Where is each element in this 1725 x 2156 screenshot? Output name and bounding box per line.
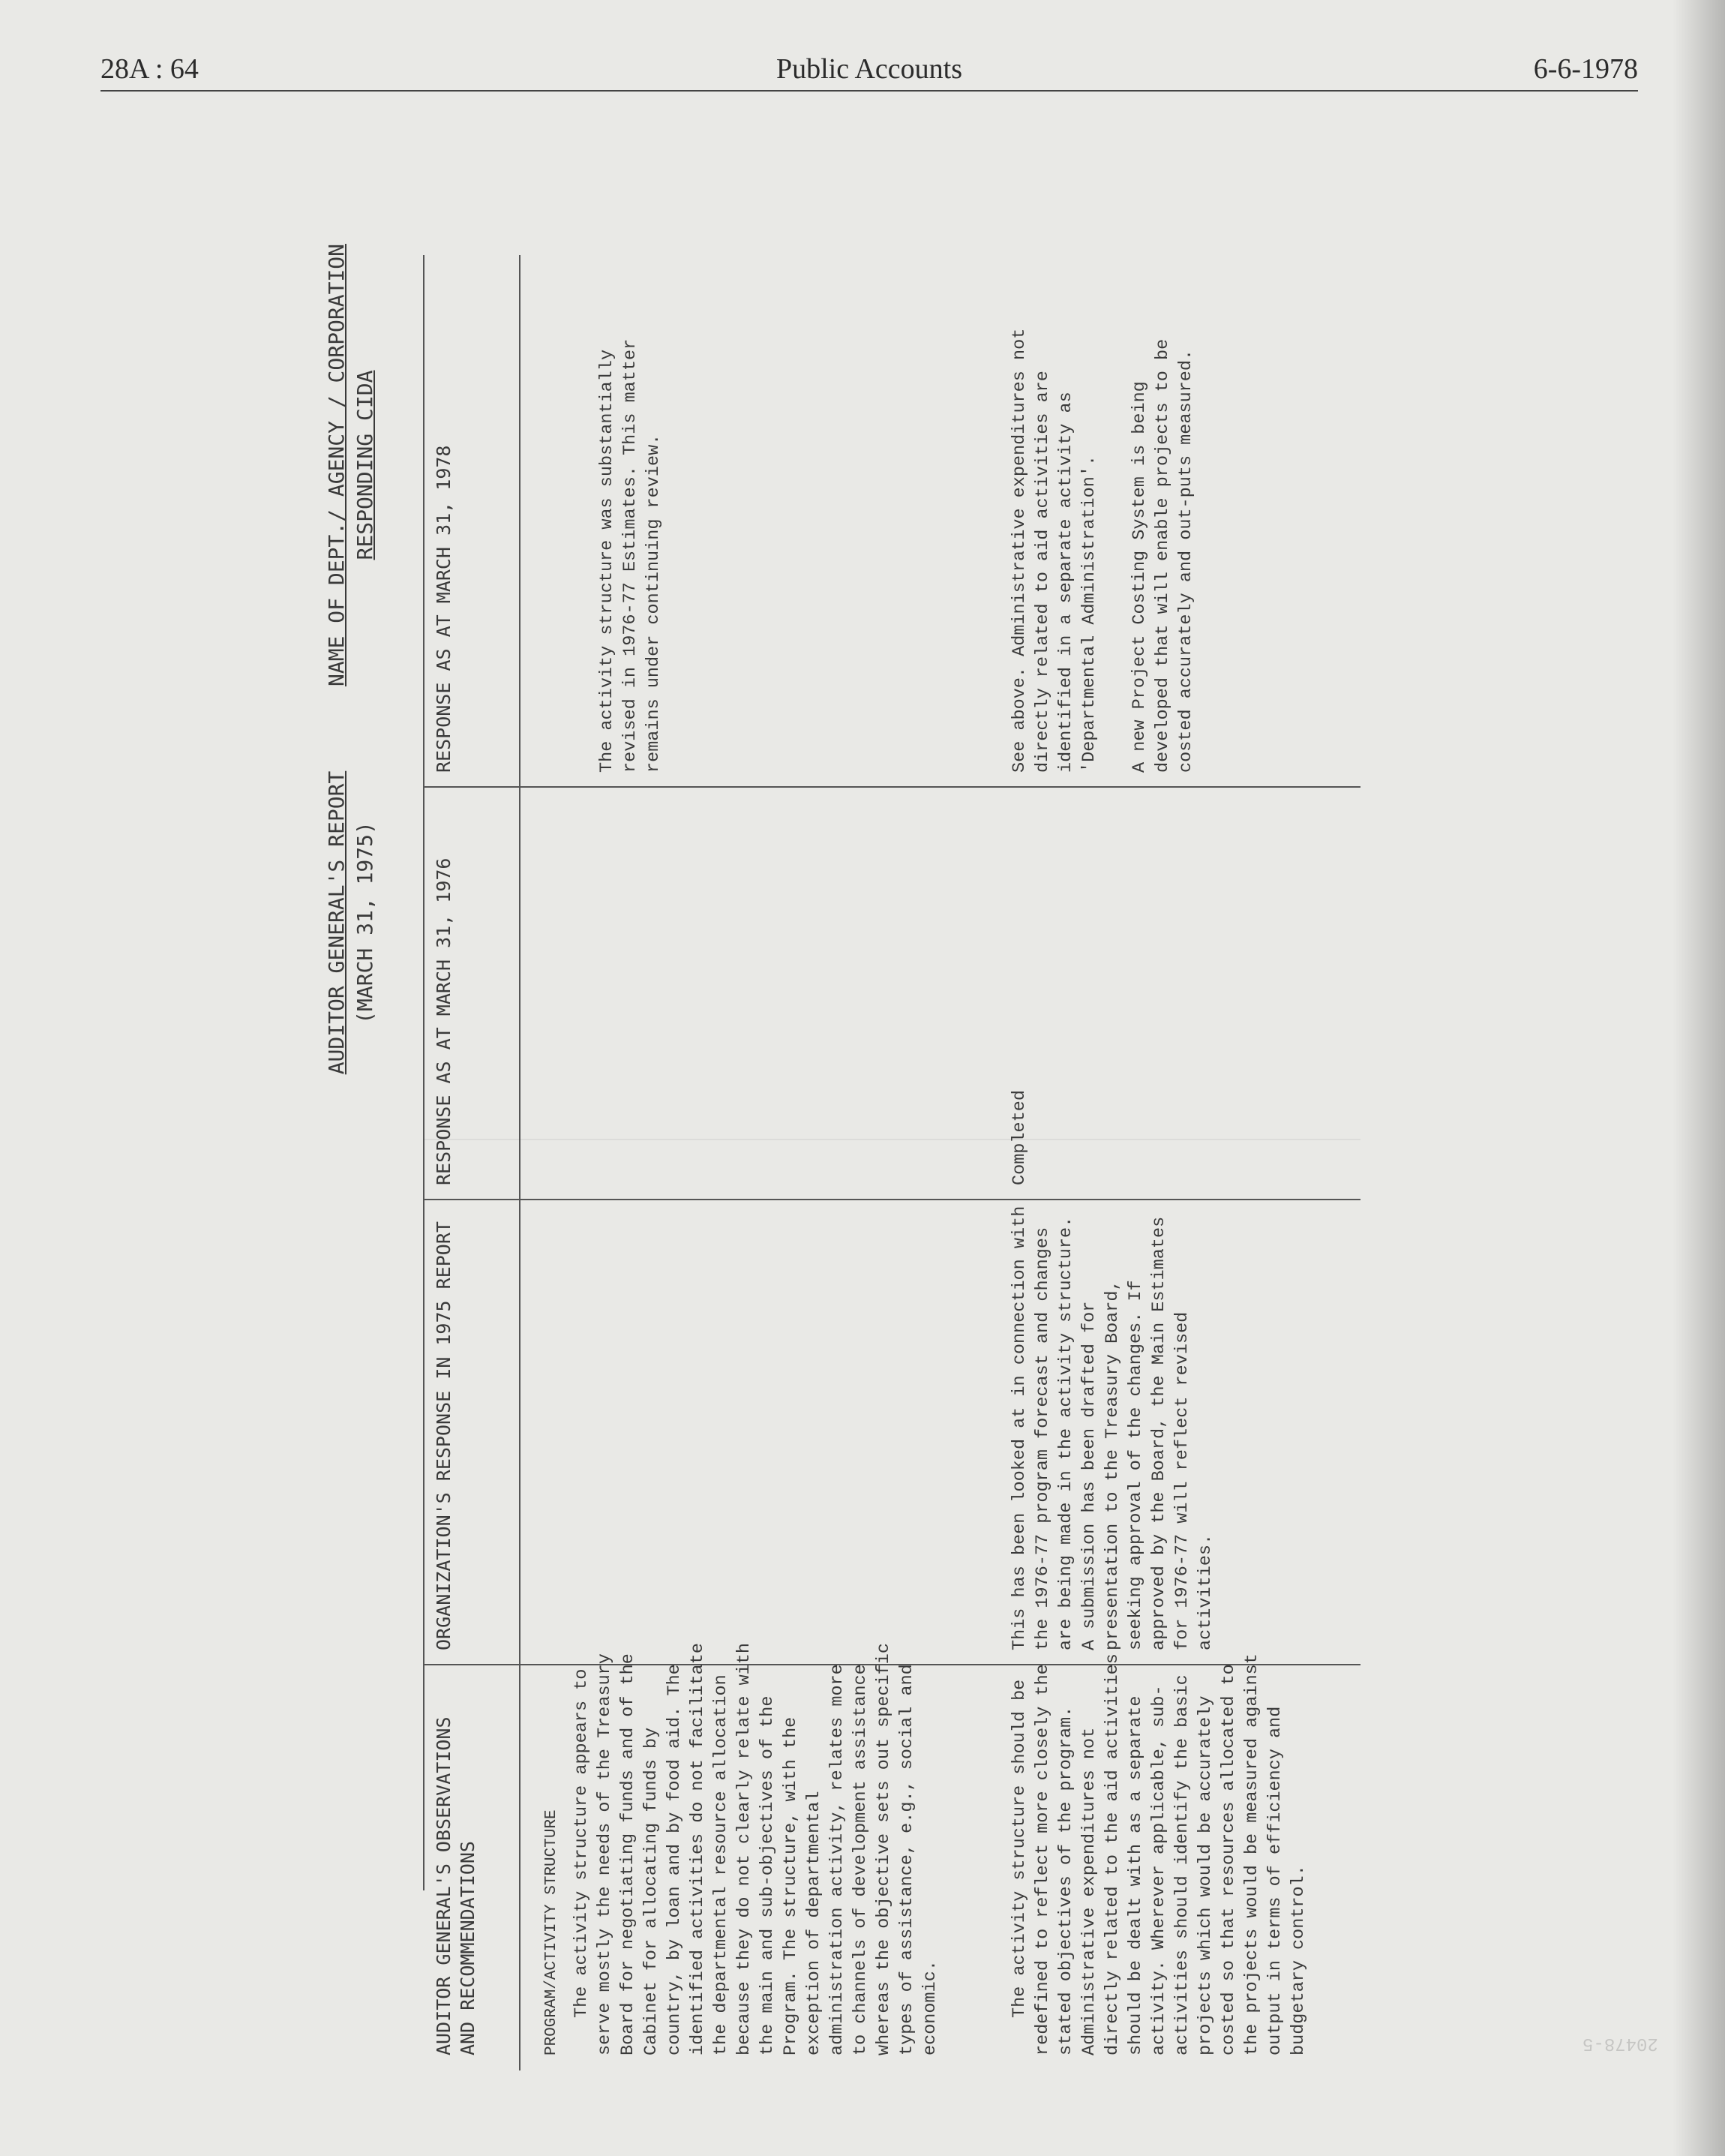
row2-response-1978: See above. Administrative expenditures not directly related to aid activities are identified in a separate activity as 'Departmental Administration'. <box>1010 328 1100 773</box>
section-heading: PROGRAM/ACTIVITY STRUCTURE <box>543 1809 560 2055</box>
column-header-observations: AUDITOR GENERAL'S OBSERVATIONS AND RECOMMENDATIONS <box>433 1716 478 2055</box>
dept-title-line2: RESPONDING CIDA <box>352 370 377 560</box>
report-title-line2: (MARCH 31, 1975) <box>352 821 377 1024</box>
column-divider <box>423 786 1360 788</box>
rotated-report-table <box>322 244 1448 2070</box>
table-top-rule <box>423 255 424 1890</box>
column-header-response-1975: ORGANIZATION'S RESPONSE IN 1975 REPORT <box>433 1221 454 1650</box>
bleed-through-stamp: 20478-5 <box>1582 2033 1658 2053</box>
column-divider <box>423 1199 1360 1200</box>
bleed-through-line <box>423 1139 1360 1140</box>
page-edge-shadow <box>1672 0 1725 2156</box>
row2-response-1975: This has been looked at in connection with the 1976-77 program forecast and changes are being made in the activity structure. A submission has been drafted for presentation to the Treasury Board, seeking approval of the changes. If approved by the Board, the Main Estimates for 1976-77 will reflect revised activities. <box>1010 1206 1216 1650</box>
row2-response-1976: Completed <box>1010 1090 1030 1185</box>
header-rule <box>519 255 520 2070</box>
page-header <box>100 50 1638 92</box>
responses-table <box>423 255 1360 2070</box>
report-title-line1: AUDITOR GENERAL'S REPORT <box>324 770 349 1075</box>
dept-title-line1: NAME OF DEPT./ AGENCY / CORPORATION <box>324 244 349 687</box>
row2-observation: The activity structure should be redefined to reflect more closely the stated objectives of the program. Administrative expenditures not directly related to the aid activities should be dealt with as a separate activity. Wherever applicable, sub-activities should identify the basic projects which would be accurately costed so that resources allocated to the projects would be measured against output in terms of efficiency and budgetary control. <box>1010 1653 1309 2055</box>
row1-response-1978: The activity structure was substantially revised in 1976-77 Estimates. This matter remains under continuing review. <box>597 338 664 773</box>
row2-response-1978-b: A new Project Costing System is being developed that will enable projects to be costed accurately and out-puts measured. <box>1130 338 1196 773</box>
dept-title <box>322 225 380 705</box>
report-title <box>322 713 380 1133</box>
column-header-response-1976: RESPONSE AS AT MARCH 31, 1976 <box>433 857 454 1185</box>
page-title: Public Accounts <box>776 53 963 85</box>
row1-observation: The activity structure appears to serve mostly the needs of the Treasury Board for negotiating funds and of the Cabinet for allocating funds by country, by loan and by food aid. The identified activities do not facilitate the departmental resource allocation because they do not clearly relate with the main and sub-objectives of the Program. The structure, with the exception of departmental administration activity, relates more to channels of development assistance whereas the objective sets out specific types of assistance, e.g., social and economic. <box>572 1643 940 2055</box>
column-header-response-1978: RESPONSE AS AT MARCH 31, 1978 <box>433 445 454 773</box>
page-number: 28A : 64 <box>100 53 199 85</box>
report-titles <box>322 244 412 2070</box>
page-date: 6-6-1978 <box>1533 53 1638 85</box>
